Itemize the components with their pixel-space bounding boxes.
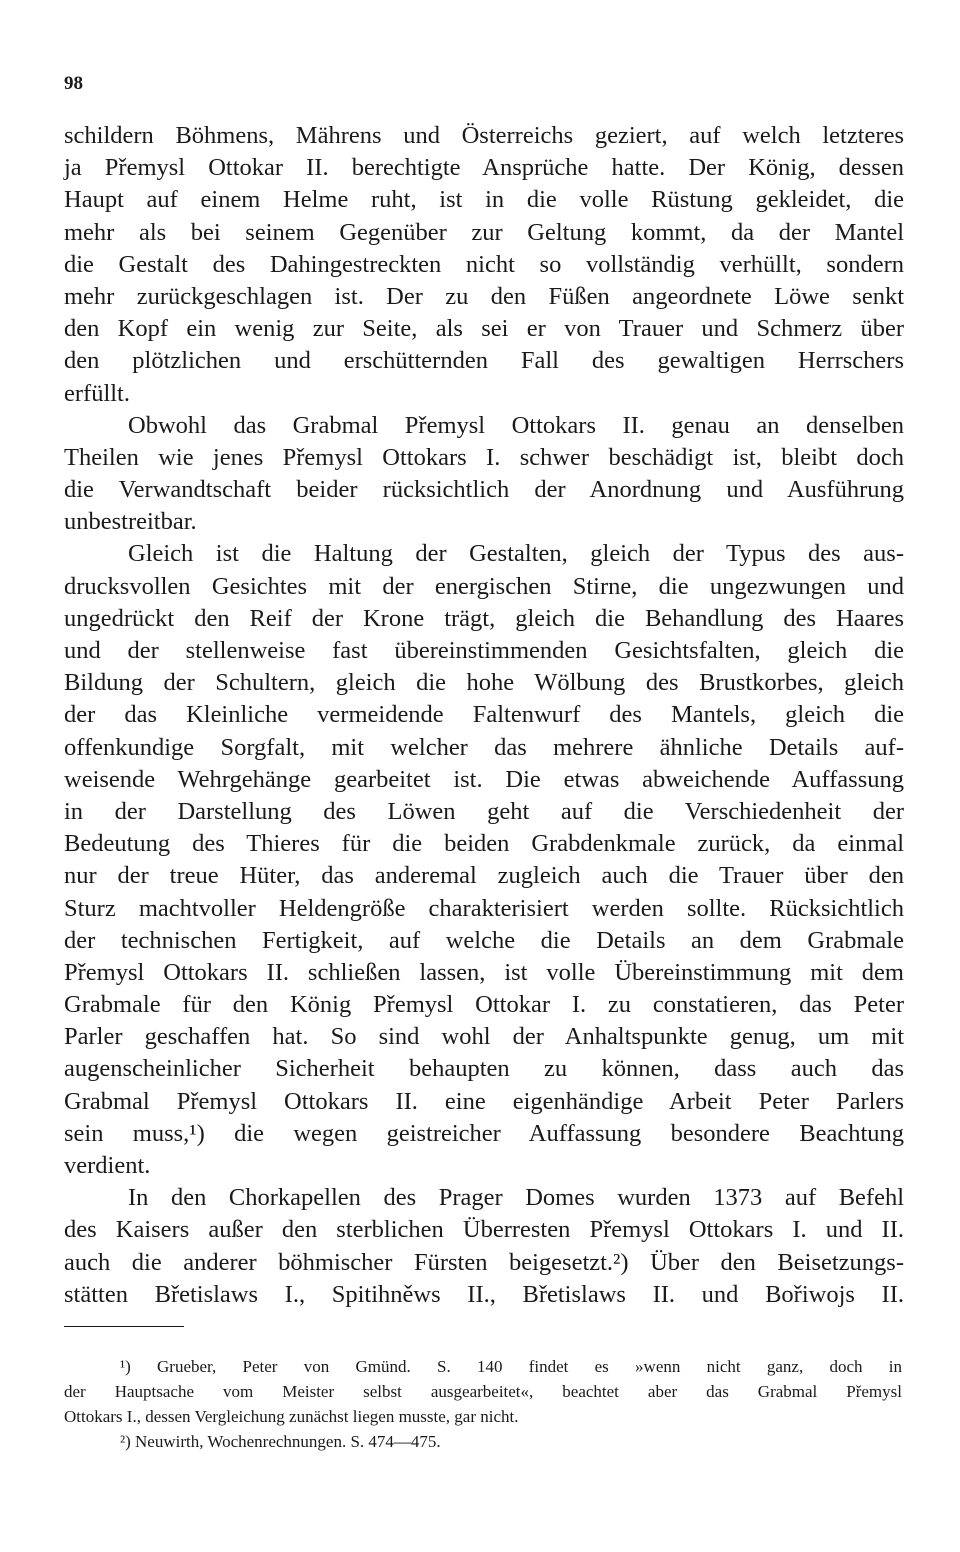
footnote-line: der Hauptsache vom Meister selbst ausgearbeitet«, beachtet aber das Grabmal Přemysl <box>64 1382 902 1401</box>
text-line: verdient. <box>64 1152 151 1179</box>
text-line: augenscheinlicher Sicherheit behaupten zu können, dass auch das <box>64 1055 904 1083</box>
text-line: des Kaisers außer den sterblichen Überresten Přemysl Ottokars I. und II. <box>64 1216 904 1244</box>
text-line: weisende Wehrgehänge gearbeitet ist. Die etwas abweichende Auffassung <box>64 765 904 793</box>
text-line: den Kopf ein wenig zur Seite, als sei er von Trauer und Schmerz über <box>64 315 904 343</box>
text-line: nur der treue Hüter, das anderemal zugleich auch die Trauer über den <box>64 862 904 890</box>
text-line: stätten Břetislaws I., Spitihněws II., Břetislaws II. und Bořiwojs II. <box>64 1280 904 1308</box>
text-line: Haupt auf einem Helme ruht, ist in die volle Rüstung gekleidet, die <box>64 186 904 214</box>
text-line: Bildung der Schultern, gleich die hohe Wölbung des Brustkorbes, gleich <box>64 669 904 697</box>
text-line: mehr zurückgeschlagen ist. Der zu den Füßen angeordnete Löwe senkt <box>64 282 904 310</box>
text-line: unbestreitbar. <box>64 508 197 536</box>
body-text <box>64 120 904 1311</box>
text-line: in der Darstellung des Löwen geht auf die Verschiedenheit der <box>64 797 904 825</box>
footnote-line: ²) Neuwirth, Wochenrechnungen. S. 474—475. <box>120 1432 441 1451</box>
text-line: Sturz machtvoller Heldengröße charakterisiert werden sollte. Rücksichtlich <box>64 894 904 922</box>
text-line: ungedrückt den Reif der Krone trägt, gleich die Behandlung des Haares <box>64 604 904 632</box>
text-line: Grabmal Přemysl Ottokars II. eine eigenhändige Arbeit Peter Parlers <box>64 1087 904 1115</box>
text-line: schildern Böhmens, Mährens und Österreichs geziert, auf welch letzteres <box>64 122 904 149</box>
text-line: der das Kleinliche vermeidende Faltenwurf des Mantels, gleich die <box>64 701 904 729</box>
footnote-divider <box>64 1326 184 1327</box>
text-line: der technischen Fertigkeit, auf welche die Details an dem Grabmale <box>64 926 904 954</box>
text-line: und der stellenweise fast übereinstimmenden Gesichtsfalten, gleich die <box>64 637 904 664</box>
footnotes <box>64 1354 902 1454</box>
page-number: 98 <box>64 73 83 94</box>
text-line: mehr als bei seinem Gegenüber zur Geltung kommt, da der Mantel <box>64 218 904 246</box>
text-line: die Verwandtschaft beider rücksichtlich der Anordnung und Ausführung <box>64 476 904 504</box>
text-line: den plötzlichen und erschütternden Fall des gewaltigen Herrschers <box>64 347 904 375</box>
text-line: Obwohl das Grabmal Přemysl Ottokars II. genau an denselben <box>128 411 904 439</box>
text-line: auch die anderer böhmischer Fürsten beigesetzt.²) Über den Beisetzungs- <box>64 1248 904 1276</box>
text-line: erfüllt. <box>64 379 130 407</box>
text-line: offenkundige Sorgfalt, mit welcher das mehrere ähnliche Details auf- <box>64 733 904 761</box>
text-line: Grabmale für den König Přemysl Ottokar I. zu constatieren, das Peter <box>64 991 904 1019</box>
text-line: drucksvollen Gesichtes mit der energischen Stirne, die ungezwungen und <box>64 572 904 600</box>
text-line: sein muss,¹) die wegen geistreicher Auffassung besondere Beachtung <box>64 1119 904 1147</box>
text-line: die Gestalt des Dahingestreckten nicht so vollständig verhüllt, sondern <box>64 250 904 278</box>
text-line: In den Chorkapellen des Prager Domes wurden 1373 auf Befehl <box>128 1184 904 1212</box>
footnote-line: ¹) Grueber, Peter von Gmünd. S. 140 findet es »wenn nicht ganz, doch in <box>120 1357 902 1376</box>
text-line: Theilen wie jenes Přemysl Ottokars I. schwer beschädigt ist, bleibt doch <box>64 443 904 471</box>
text-line: ja Přemysl Ottokar II. berechtigte Ansprüche hatte. Der König, dessen <box>64 154 904 182</box>
text-line: Gleich ist die Haltung der Gestalten, gleich der Typus des aus- <box>128 540 904 568</box>
text-line: Parler geschaffen hat. So sind wohl der Anhaltspunkte genug, um mit <box>64 1023 904 1051</box>
text-line: Bedeutung des Thieres für die beiden Grabdenkmale zurück, da einmal <box>64 830 904 858</box>
text-line: Přemysl Ottokars II. schließen lassen, ist volle Übereinstimmung mit dem <box>64 958 904 986</box>
footnote-line: Ottokars I., dessen Vergleichung zunächst liegen musste, gar nicht. <box>64 1407 519 1426</box>
